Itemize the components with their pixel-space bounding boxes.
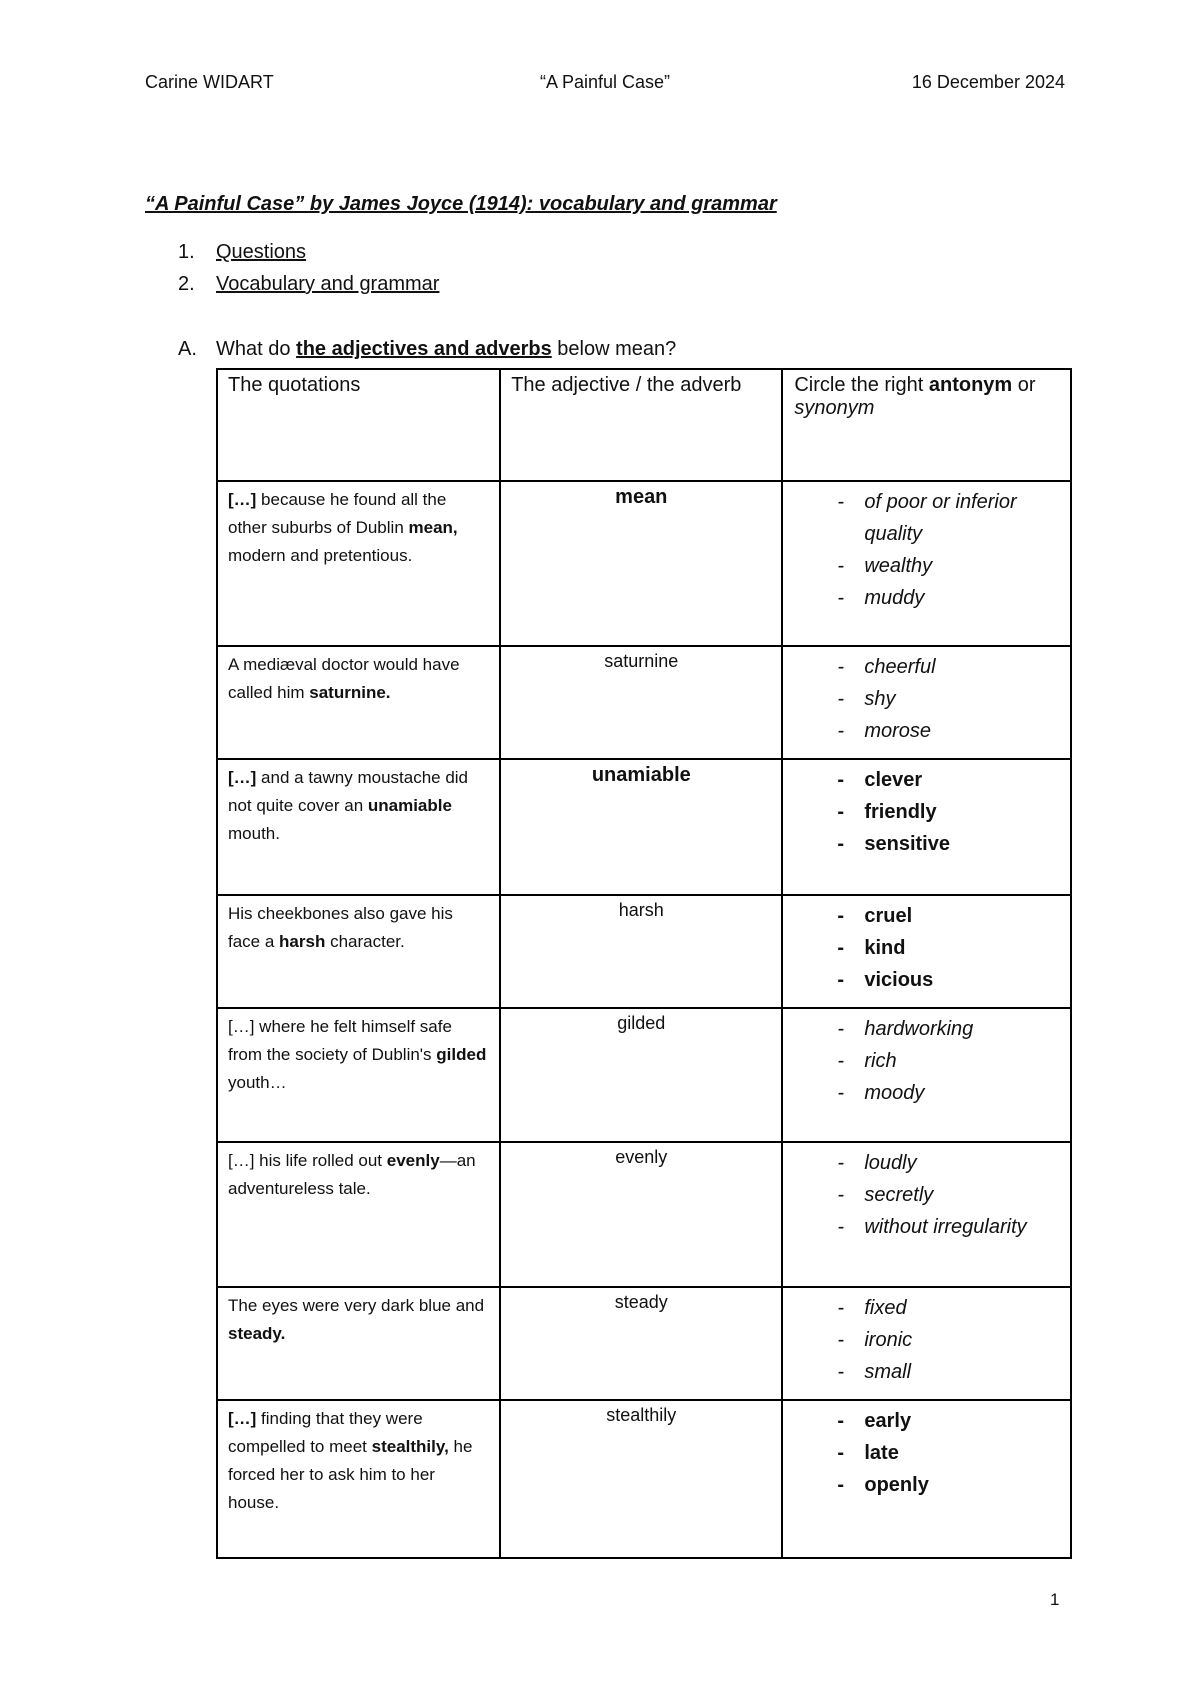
dash-marker: - [837,491,845,513]
options-list [793,1292,1060,1388]
quote-text-end: modern and pretentious. [228,546,413,565]
dash-marker: - [837,1050,845,1072]
header-word: The adjective / the adverb [500,369,782,481]
word-cell: harsh [500,895,782,1008]
option-item[interactable] [793,1147,1060,1179]
outline-item [178,273,439,305]
table-row [217,1142,1071,1287]
dash-marker: - [837,587,845,609]
dash-marker: - [837,688,845,710]
quote-keyword: evenly [386,1151,440,1170]
dash-marker: - [837,937,845,959]
option-item[interactable] [793,932,1060,964]
dash-marker: - [837,1442,845,1464]
header-circle [782,369,1071,481]
table-row [217,646,1071,759]
options-cell[interactable] [782,759,1071,895]
option-text: loudly [864,1152,917,1174]
option-text: vicious [864,969,934,991]
section-text-post: below mean? [551,338,677,360]
quote-text-end: he forced her to ask him to her house. [228,1437,473,1512]
option-text: secretly [864,1184,934,1206]
option-item[interactable] [793,1405,1060,1437]
section-a-heading [178,338,676,361]
quote-text-end: mouth. [228,824,280,843]
header-author: Carine WIDART [145,72,274,92]
table-row [217,481,1071,646]
quote-keyword: harsh [279,932,326,951]
word-cell: saturnine [500,646,782,759]
option-item[interactable] [793,1013,1060,1045]
dash-marker: - [837,1474,845,1496]
option-item[interactable] [793,550,1060,582]
option-text: friendly [864,801,937,823]
option-item[interactable] [793,1179,1060,1211]
option-text: clever [864,769,923,791]
quote-text-end: character. [325,932,405,951]
table-row [217,759,1071,895]
option-text: wealthy [864,555,933,577]
quote-keyword: unamiable [367,796,452,815]
option-text: cheerful [864,656,936,678]
option-item[interactable] [793,486,1060,550]
quote-cell [217,1400,500,1558]
option-text: early [864,1410,912,1432]
quote-text: A mediæval doctor would have called him [228,655,460,702]
dash-marker: - [837,969,845,991]
option-item[interactable] [793,796,1060,828]
word-cell: evenly [500,1142,782,1287]
quote-keyword: gilded [436,1045,487,1064]
option-item[interactable] [793,900,1060,932]
word-cell: stealthily [500,1400,782,1558]
option-item[interactable] [793,1437,1060,1469]
option-text: without irregularity [864,1216,1027,1238]
quote-text: His cheekbones also gave his face a [228,904,453,951]
option-text: fixed [864,1297,907,1319]
quote-text: […] where he felt himself safe from the society of Dublin's [228,1017,452,1064]
quote-text: The eyes were very dark blue and [228,1296,485,1315]
option-text: openly [864,1474,929,1496]
outline-number: 2. [178,273,195,295]
page-header [145,72,1065,102]
vocabulary-table [216,368,1072,1559]
header-quotations: The quotations [217,369,500,481]
option-text: sensitive [864,833,950,855]
dash-marker: - [837,833,845,855]
quote-cell [217,1142,500,1287]
outline-text: Questions [216,241,307,263]
header-synonym: synonym [794,397,875,419]
quote-keyword: steady. [228,1324,286,1343]
quote-cell [217,895,500,1008]
dash-marker: - [837,801,845,823]
option-item[interactable] [793,1324,1060,1356]
page-number: 1 [1050,1590,1060,1609]
options-list [793,486,1060,614]
options-list [793,1405,1060,1501]
quote-text: […] his life rolled out [228,1151,387,1170]
option-item[interactable] [793,1211,1060,1243]
options-list [793,651,1060,747]
table-row [217,895,1071,1008]
outline-text: Vocabulary and grammar [216,273,440,295]
option-item[interactable] [793,828,1060,860]
dash-marker: - [837,1361,845,1383]
dash-marker: - [837,1184,845,1206]
options-cell[interactable] [782,1400,1071,1558]
word-cell: unamiable [500,759,782,895]
dash-marker: - [837,1082,845,1104]
dash-marker: - [837,769,845,791]
quote-ellipsis: […] [228,1409,257,1428]
quote-text-end: youth… [228,1073,287,1092]
option-item[interactable] [793,1045,1060,1077]
outline-number: 1. [178,241,195,263]
table-row [217,1008,1071,1142]
quote-keyword: stealthily, [371,1437,449,1456]
options-list [793,1147,1060,1243]
option-text: of poor or inferior quality [864,491,1017,545]
header-or: or [1012,374,1036,396]
option-item[interactable] [793,651,1060,683]
options-list [793,1013,1060,1109]
options-cell[interactable] [782,1008,1071,1142]
option-item[interactable] [793,764,1060,796]
dash-marker: - [837,1410,845,1432]
option-item[interactable] [793,1077,1060,1109]
header-title: “A Painful Case” [539,72,671,92]
header-antonym: antonym [928,374,1013,396]
option-item[interactable] [793,683,1060,715]
quote-cell [217,481,500,646]
option-text: kind [864,937,906,959]
option-text: morose [864,720,932,742]
option-item[interactable] [793,1469,1060,1501]
option-item[interactable] [793,582,1060,614]
quote-cell [217,1008,500,1142]
quote-cell [217,759,500,895]
word-cell: gilded [500,1008,782,1142]
options-cell[interactable] [782,1287,1071,1400]
outline-item [178,241,439,273]
option-item[interactable] [793,1292,1060,1324]
option-item[interactable] [793,964,1060,996]
dash-marker: - [837,1329,845,1351]
quote-keyword: mean, [408,518,458,537]
dash-marker: - [837,1297,845,1319]
dash-marker: - [837,1018,845,1040]
option-text: rich [864,1050,897,1072]
dash-marker: - [837,1216,845,1238]
option-text: small [864,1361,912,1383]
quote-text: because he found all the other suburbs of Dublin [228,490,447,537]
dash-marker: - [837,1152,845,1174]
quote-cell [217,1287,500,1400]
quote-text-end: —an adventureless tale. [228,1151,476,1198]
option-item[interactable] [793,1356,1060,1388]
dash-marker: - [837,555,845,577]
word-cell: mean [500,481,782,646]
section-text-pre: What do [216,338,297,360]
options-cell[interactable] [782,646,1071,759]
quote-ellipsis: […] [228,768,257,787]
table-row [217,1400,1071,1558]
option-text: cruel [864,905,913,927]
section-text-emphasis: the adjectives and adverbs [296,338,552,360]
option-text: late [864,1442,899,1464]
outline-list [178,241,439,305]
table-row [217,1287,1071,1400]
word-cell: steady [500,1287,782,1400]
header-circle-pre: Circle the right [794,374,929,396]
dash-marker: - [837,720,845,742]
options-cell[interactable] [782,1142,1071,1287]
option-text: hardworking [864,1018,974,1040]
option-item[interactable] [793,715,1060,747]
option-text: shy [864,688,896,710]
option-text: muddy [864,587,925,609]
header-date: 16 December 2024 [911,72,1065,92]
options-list [793,764,1060,860]
option-text: moody [864,1082,925,1104]
option-text: ironic [864,1329,913,1351]
quote-cell [217,646,500,759]
quote-ellipsis: […] [228,490,257,509]
dash-marker: - [837,905,845,927]
quote-keyword: saturnine. [309,683,391,702]
options-cell[interactable] [782,895,1071,1008]
document-title: “A Painful Case” by James Joyce (1914): vocabulary and grammar [145,193,777,215]
options-list [793,900,1060,996]
table-header-row [217,369,1071,481]
options-cell[interactable] [782,481,1071,646]
section-number: A. [178,338,197,360]
quote-text: finding that they were compelled to meet [228,1409,423,1456]
dash-marker: - [837,656,845,678]
quote-text: and a tawny moustache did not quite cover an [228,768,469,815]
